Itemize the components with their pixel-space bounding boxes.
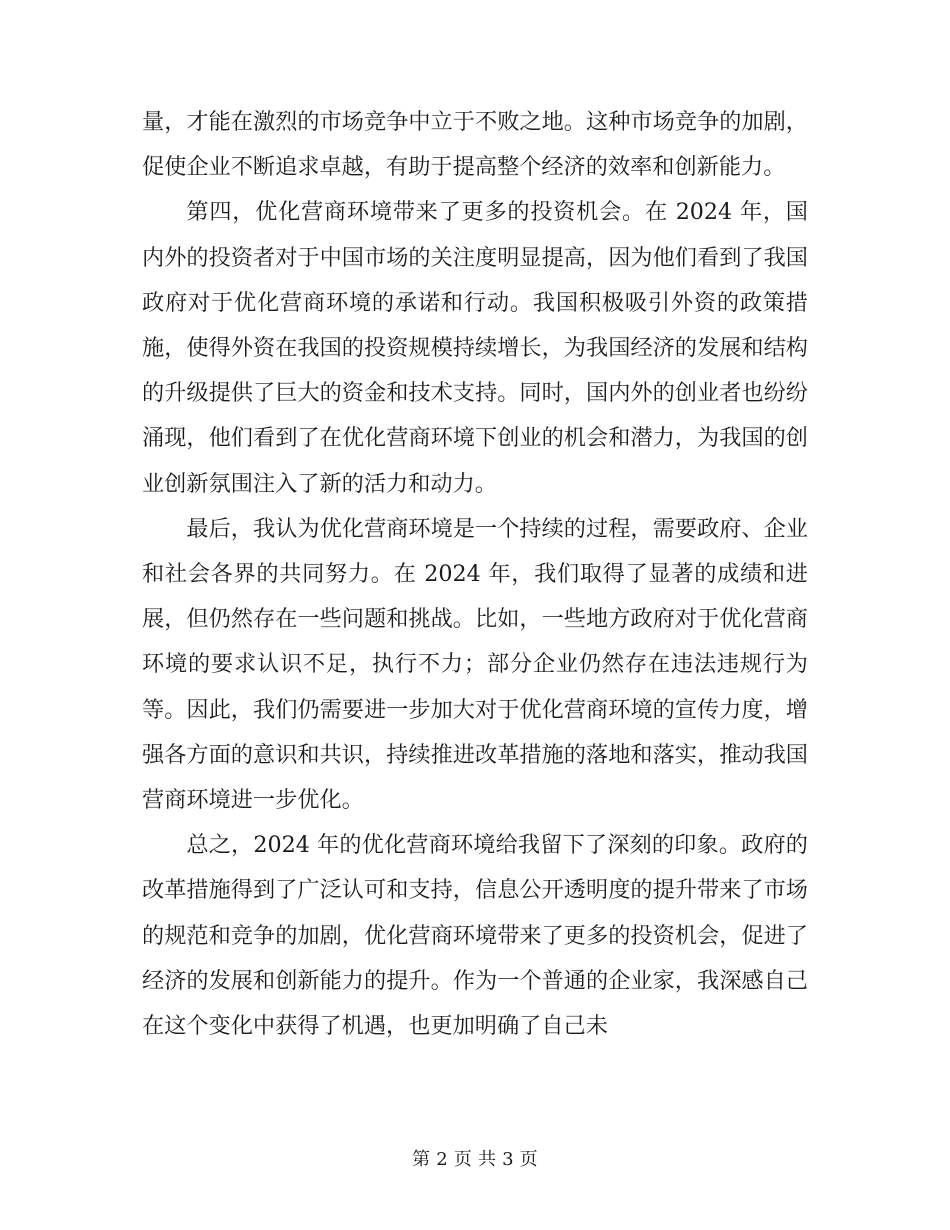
paragraph-2: 第四，优化营商环境带来了更多的投资机会。在 2024 年，国内外的投资者对于中国市场的关注度明显提高，因为他们看到了我国政府对于优化营商环境的承诺和行动。我国积极吸引外资的政策措施，使得外资在我国的投资规模持续增长，为我国经济的发展和结构的升级提供了巨大的资金和技术支持。同时，国内外的创业者也纷纷涌现，他们看到了在优化营商环境下创业的机会和潜力，为我国的创业创新氛围注入了新的活力和动力。: [142, 199, 808, 497]
page-number-footer: 第 2 页 共 3 页: [412, 1149, 538, 1170]
paragraph-1: 量，才能在激烈的市场竞争中立于不败之地。这种市场竞争的加剧，促使企业不断追求卓越，有助于提高整个经济的效率和创新能力。: [142, 109, 808, 181]
document-body: [142, 100, 808, 1049]
paragraph-4: 总之，2024 年的优化营商环境给我留下了深刻的印象。政府的改革措施得到了广泛认可和支持，信息公开透明度的提升带来了市场的规范和竞争的加剧，优化营商环境带来了更多的投资机会，促进了经济的发展和创新能力的提升。作为一个普通的企业家，我深感自己在这个变化中获得了机遇，也更加明确了自己未: [142, 832, 808, 1040]
paragraph-3: 最后，我认为优化营商环境是一个持续的过程，需要政府、企业和社会各界的共同努力。在 2024 年，我们取得了显著的成绩和进展，但仍然存在一些问题和挑战。比如，一些地方政府对于优化营商环境的要求认识不足，执行不力；部分企业仍然存在违法违规行为等。因此，我们仍需要进一步加大对于优化营商环境的宣传力度，增强各方面的意识和共识，持续推进改革措施的落地和落实，推动我国营商环境进一步优化。: [142, 515, 808, 814]
